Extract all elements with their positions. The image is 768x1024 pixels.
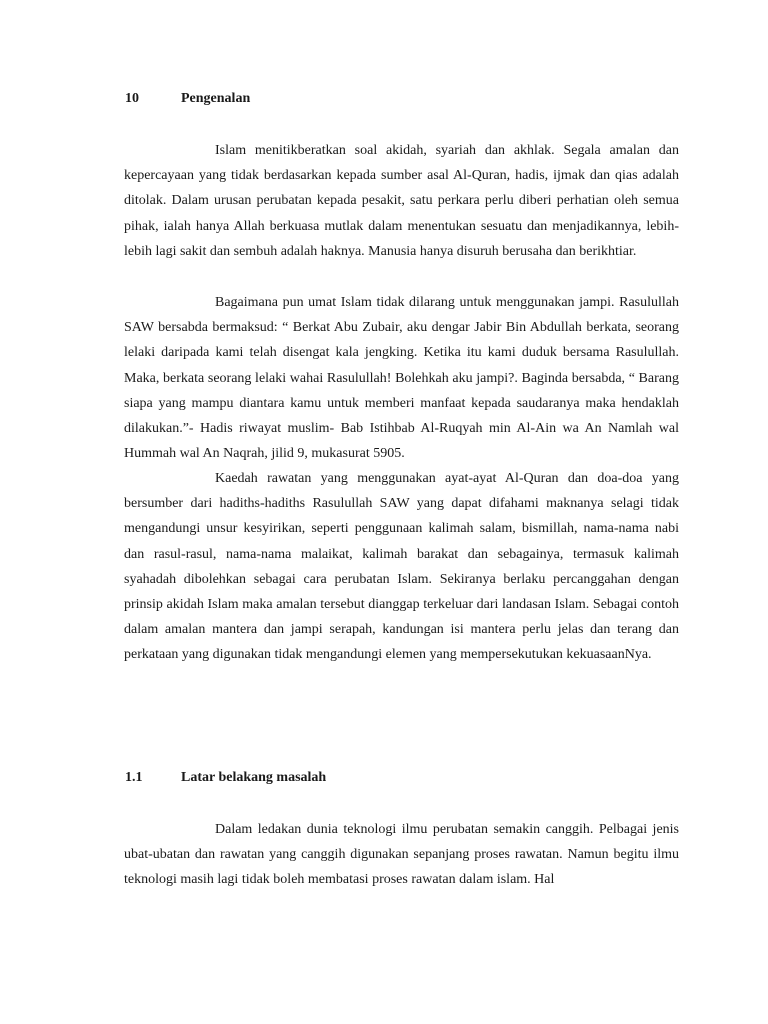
- paragraph-latar-belakang: Dalam ledakan dunia teknologi ilmu perubatan semakin canggih. Pelbagai jenis ubat-ubatan dan rawatan yang canggih digunakan sepanjang proses rawatan. Namun begitu ilmu teknologi masih lagi tidak boleh membatasi proses rawatan dalam islam. Hal: [124, 822, 679, 888]
- paragraph-jampi-hadith: Bagaimana pun umat Islam tidak dilarang untuk menggunakan jampi. Rasulullah SAW bersabda bermaksud: “ Berkat Abu Zubair, aku dengar Jabir Bin Abdullah berkata, seorang lelaki daripada kami telah disengat kala jengking. Ketika itu kami duduk bersama Rasulullah. Maka, berkata seorang lelaki wahai Rasulullah! Bolehkah aku jampi?. Baginda bersabda, “ Barang siapa yang mampu diantara kamu untuk memberi manfaat kepada saudaranya maka hendaklah dilakukan.”- Hadis riwayat muslim- Bab Istihbab Al-Ruqyah min Al-Ain wa An Namlah wal Hummah wal An Naqrah, jilid 9, mukasurat 5905.: [124, 295, 679, 462]
- section-title: Pengenalan: [181, 91, 251, 106]
- section-heading-latar-belakang: [125, 769, 326, 787]
- section-title: Latar belakang masalah: [181, 770, 327, 785]
- paragraph-kaedah-rawatan: Kaedah rawatan yang menggunakan ayat-ayat Al-Quran dan doa-doa yang bersumber dari hadiths-hadiths Rasulullah SAW yang dapat difahami maknanya selagi tidak mengandungi unsur kesyirikan, seperti penggunaan kalimah salam, bismillah, nama-nama nabi dan rasul-rasul, nama-nama malaikat, kalimah barakat dan sebagainya, termasuk kalimah syahadah dibolehkan sebagai cara perubatan Islam. Sekiranya berlaku percanggahan dengan prinsip akidah Islam maka amalan tersebut dianggap terkeluar dari landasan Islam. Sebagai contoh dalam amalan mantera dan jampi serapah, kandungan isi mantera perlu jelas dan terang dan perkataan yang digunakan tidak mengandungi elemen yang mempersekutukan kekuasaanNya.: [124, 471, 679, 663]
- section-heading-pengenalan: [125, 90, 250, 108]
- section-number: 1.1: [125, 770, 143, 785]
- section-number: 10: [125, 91, 139, 106]
- paragraph-intro: Islam menitikberatkan soal akidah, syariah dan akhlak. Segala amalan dan kepercayaan yang tidak berdasarkan kepada sumber asal Al-Quran, hadis, ijmak dan qias adalah ditolak. Dalam urusan perubatan kepada pesakit, satu perkara perlu diberi perhatian oleh semua pihak, ialah hanya Allah berkuasa mutlak dalam menentukan sesuatu dan menjadikannya, lebih-lebih lagi sakit dan sembuh adalah haknya. Manusia hanya disuruh berusaha dan berikhtiar.: [124, 143, 679, 259]
